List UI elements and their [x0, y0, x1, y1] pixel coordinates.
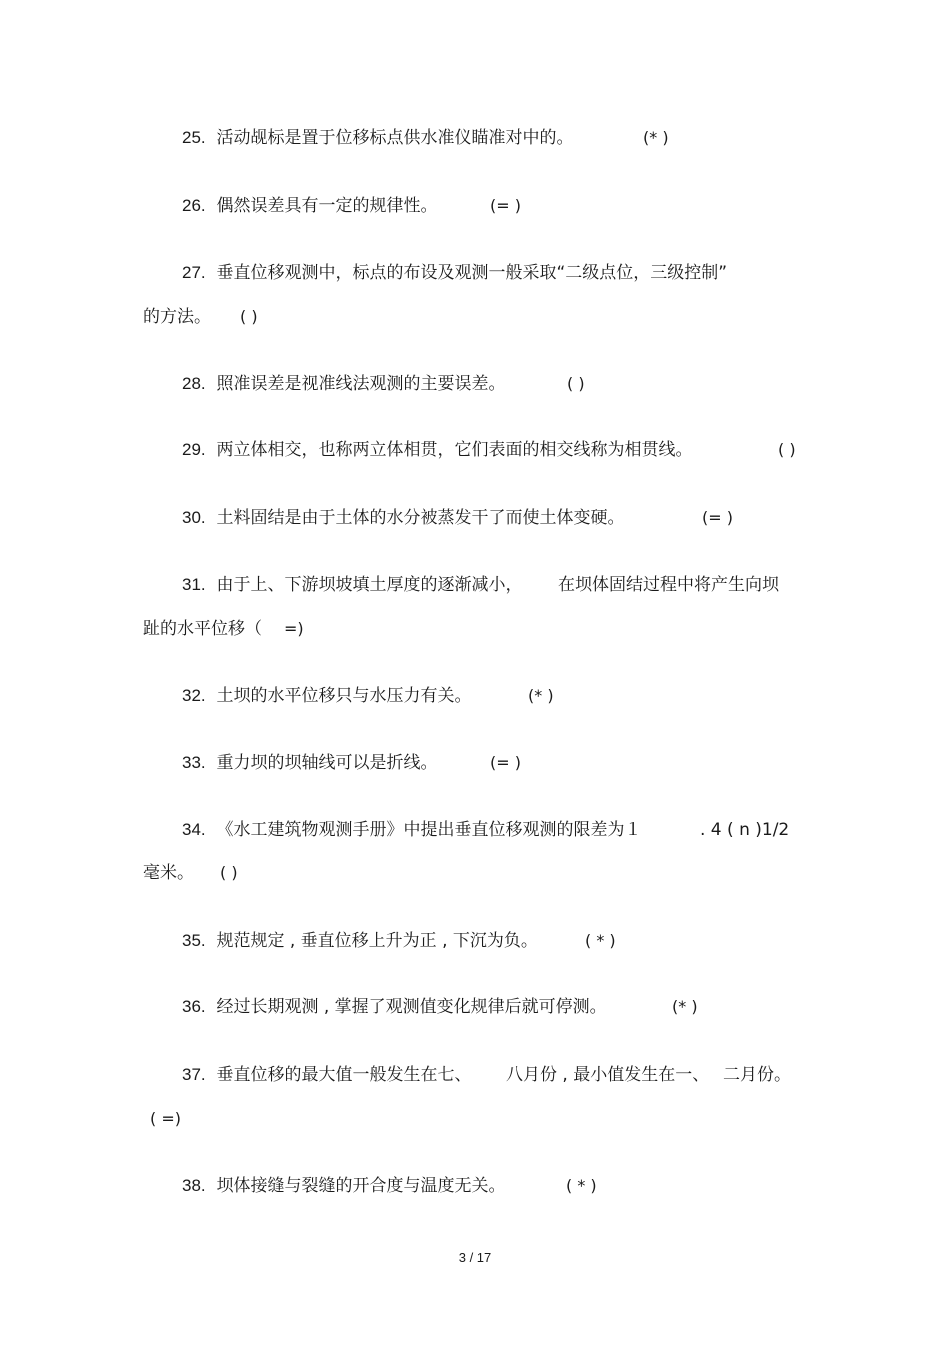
- answer-mark: (= ): [490, 196, 521, 215]
- question-38: [182, 1174, 505, 1198]
- question-number: 26.: [182, 196, 206, 215]
- question-text-part2: . 4 ( n )1/2: [700, 820, 790, 840]
- question-text: 坝体接缝与裂缝的开合度与温度无关。: [216, 1176, 506, 1196]
- question-continuation: 的方法。: [143, 307, 211, 327]
- question-text: 垂直位移观测中，标点的布设及观测一般采取“二级点位，三级控制”: [216, 263, 728, 283]
- answer-mark: (= ): [702, 508, 733, 527]
- question-text-part2: 八月份 , 最小值发生在一、: [506, 1065, 710, 1085]
- answer-mark: ( * ): [585, 931, 616, 950]
- answer-mark: ( * ): [566, 1176, 597, 1195]
- answer-mark: ( ): [220, 863, 238, 882]
- question-text: 照准误差是视准线法观测的主要误差。: [216, 374, 506, 394]
- question-text: 由于上、下游坝坡填土厚度的逐渐减小，: [216, 575, 523, 595]
- question-number: 37.: [182, 1065, 206, 1084]
- question-number: 25.: [182, 128, 206, 147]
- question-text: 土坝的水平位移只与水压力有关。: [216, 686, 472, 706]
- question-27: [182, 261, 727, 285]
- question-text: 土料固结是由于土体的水分被蒸发干了而使土体变硬。: [216, 508, 625, 528]
- answer-mark: (* ): [528, 686, 554, 705]
- question-text: 活动觇标是置于位移标点供水准仪瞄准对中的。: [216, 128, 574, 148]
- question-number: 29.: [182, 440, 206, 459]
- question-text: 《水工建筑物观测手册》中提出垂直位移观测的限差为１: [216, 820, 642, 840]
- question-number: 34.: [182, 820, 206, 839]
- question-34: [182, 818, 641, 842]
- question-33: [182, 751, 437, 775]
- question-number: 30.: [182, 508, 206, 527]
- answer-mark: (* ): [672, 997, 698, 1016]
- question-text: 两立体相交，也称两立体相贯，它们表面的相交线称为相贯线。: [216, 440, 693, 460]
- answer-mark: (* ): [643, 128, 669, 147]
- question-number: 32.: [182, 686, 206, 705]
- question-number: 28.: [182, 374, 206, 393]
- question-text-part2: 在坝体固结过程中将产生向坝: [558, 575, 779, 595]
- question-number: 33.: [182, 753, 206, 772]
- question-32: [182, 684, 471, 708]
- answer-mark: ( ): [240, 307, 258, 326]
- question-31: [182, 573, 522, 597]
- question-number: 31.: [182, 575, 206, 594]
- question-37: [182, 1063, 471, 1087]
- question-continuation: 毫米。: [143, 863, 194, 883]
- question-number: 35.: [182, 931, 206, 950]
- answer-mark: ( =): [150, 1109, 181, 1128]
- question-36: [182, 995, 607, 1019]
- question-28: [182, 372, 505, 396]
- question-29: [182, 438, 692, 462]
- answer-mark: ( ): [778, 440, 796, 459]
- question-text-part3: 二月份。: [723, 1065, 791, 1085]
- question-text: 垂直位移的最大值一般发生在七、: [216, 1065, 472, 1085]
- question-text: 偶然误差具有一定的规律性。: [216, 196, 438, 216]
- question-continuation: 趾的水平位移（: [143, 619, 262, 639]
- question-text: 规范规定 , 垂直位移上升为正 , 下沉为负。: [216, 931, 538, 951]
- question-26: [182, 194, 437, 218]
- answer-mark: ( ): [567, 374, 585, 393]
- question-35: [182, 929, 538, 953]
- question-30: [182, 506, 624, 530]
- question-number: 36.: [182, 997, 206, 1016]
- question-number: 38.: [182, 1176, 206, 1195]
- page-number: 3 / 17: [458, 1250, 492, 1265]
- question-text: 经过长期观测 , 掌握了观测值变化规律后就可停测。: [216, 997, 607, 1017]
- question-text: 重力坝的坝轴线可以是折线。: [216, 753, 438, 773]
- question-number: 27.: [182, 263, 206, 282]
- answer-mark: =): [284, 619, 304, 638]
- question-25: [182, 126, 573, 150]
- answer-mark: (= ): [490, 753, 521, 772]
